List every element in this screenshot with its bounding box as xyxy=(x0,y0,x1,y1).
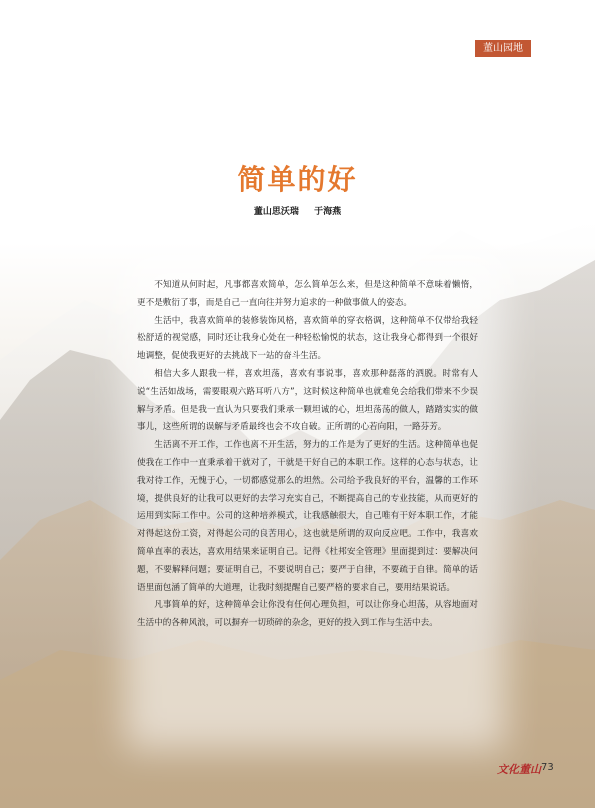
paragraph: 生活离不开工作，工作也离不开生活，努力的工作是为了更好的生活。这种简单也促使我在工作中一直秉承着干就对了，干就是干好自己的本职工作。这样的心态与状态，让我对待工作，无愧于心，一切都感觉那么的坦然。公司给予我良好的平台，温馨的工作环境，提供良好的让我可以更好的去学习充实自己，不断提高自己的专业技能，从而更好的运用到实际工作中。公司的这种培养模式，让我感触很大，自己唯有干好本职工作，才能对得起这份工资，对得起公司的良苦用心，这也就是所谓的双向反应吧。工作中，我喜欢简单直率的表达，喜欢用结果来证明自己。记得《杜邦安全管理》里面提到过：要解决问题，不要解释问题；要证明自己，不要说明自己；要严于自律，不要疏于自律。简单的话语里面包涵了简单的大道理，让我时刻提醒自己要严格的要求自己，要用结果说话。 xyxy=(137,440,478,593)
paragraph: 相信大多人跟我一样，喜欢坦荡，喜欢有事说事，喜欢那种磊落的洒脱。时常有人说“生活如战场，需要眼观六路耳听八方”，这时候这种简单也就难免会给我们带来不少误解与矛盾。但是我一直认为只要我们秉承一颗坦诚的心，坦坦荡荡的做人，踏踏实实的做事儿，这些所谓的误解与矛盾最终也会不攻自破。正所谓的心若向阳，一路芬芳。 xyxy=(137,368,478,433)
byline xyxy=(0,204,595,217)
paragraph: 生活中，我喜欢简单的装修装饰风格，喜欢简单的穿衣格调，这种简单不仅带给我轻松舒适的视觉感，同时还让我身心处在一种轻松愉悦的状态，这让我身心都得到一个很好地调整，促使我更好的去挑战下一站的奋斗生活。 xyxy=(137,315,478,362)
author-affiliation: 董山思沃瑞 xyxy=(253,207,299,217)
article-body xyxy=(137,277,478,633)
paragraph: 不知道从何时起，凡事都喜欢简单，怎么简单怎么来，但是这种简单不意味着懒惰，更不是敷衍了事，而是自己一直向往并努力追求的一种做事做人的姿态。 xyxy=(137,280,478,308)
section-tag: 董山园地 xyxy=(475,40,531,57)
page-number: 73 xyxy=(541,762,554,773)
paragraph: 凡事简单的好，这种简单会让你没有任何心理负担，可以让你身心坦荡，从容地面对生活中的各种风浪，可以摒弃一切琐碎的杂念，更好的投入到工作与生活中去。 xyxy=(137,600,478,629)
author-name: 于海燕 xyxy=(314,207,342,217)
magazine-logo: 文化董山 xyxy=(497,763,541,776)
article-title: 简单的好 xyxy=(237,163,358,196)
